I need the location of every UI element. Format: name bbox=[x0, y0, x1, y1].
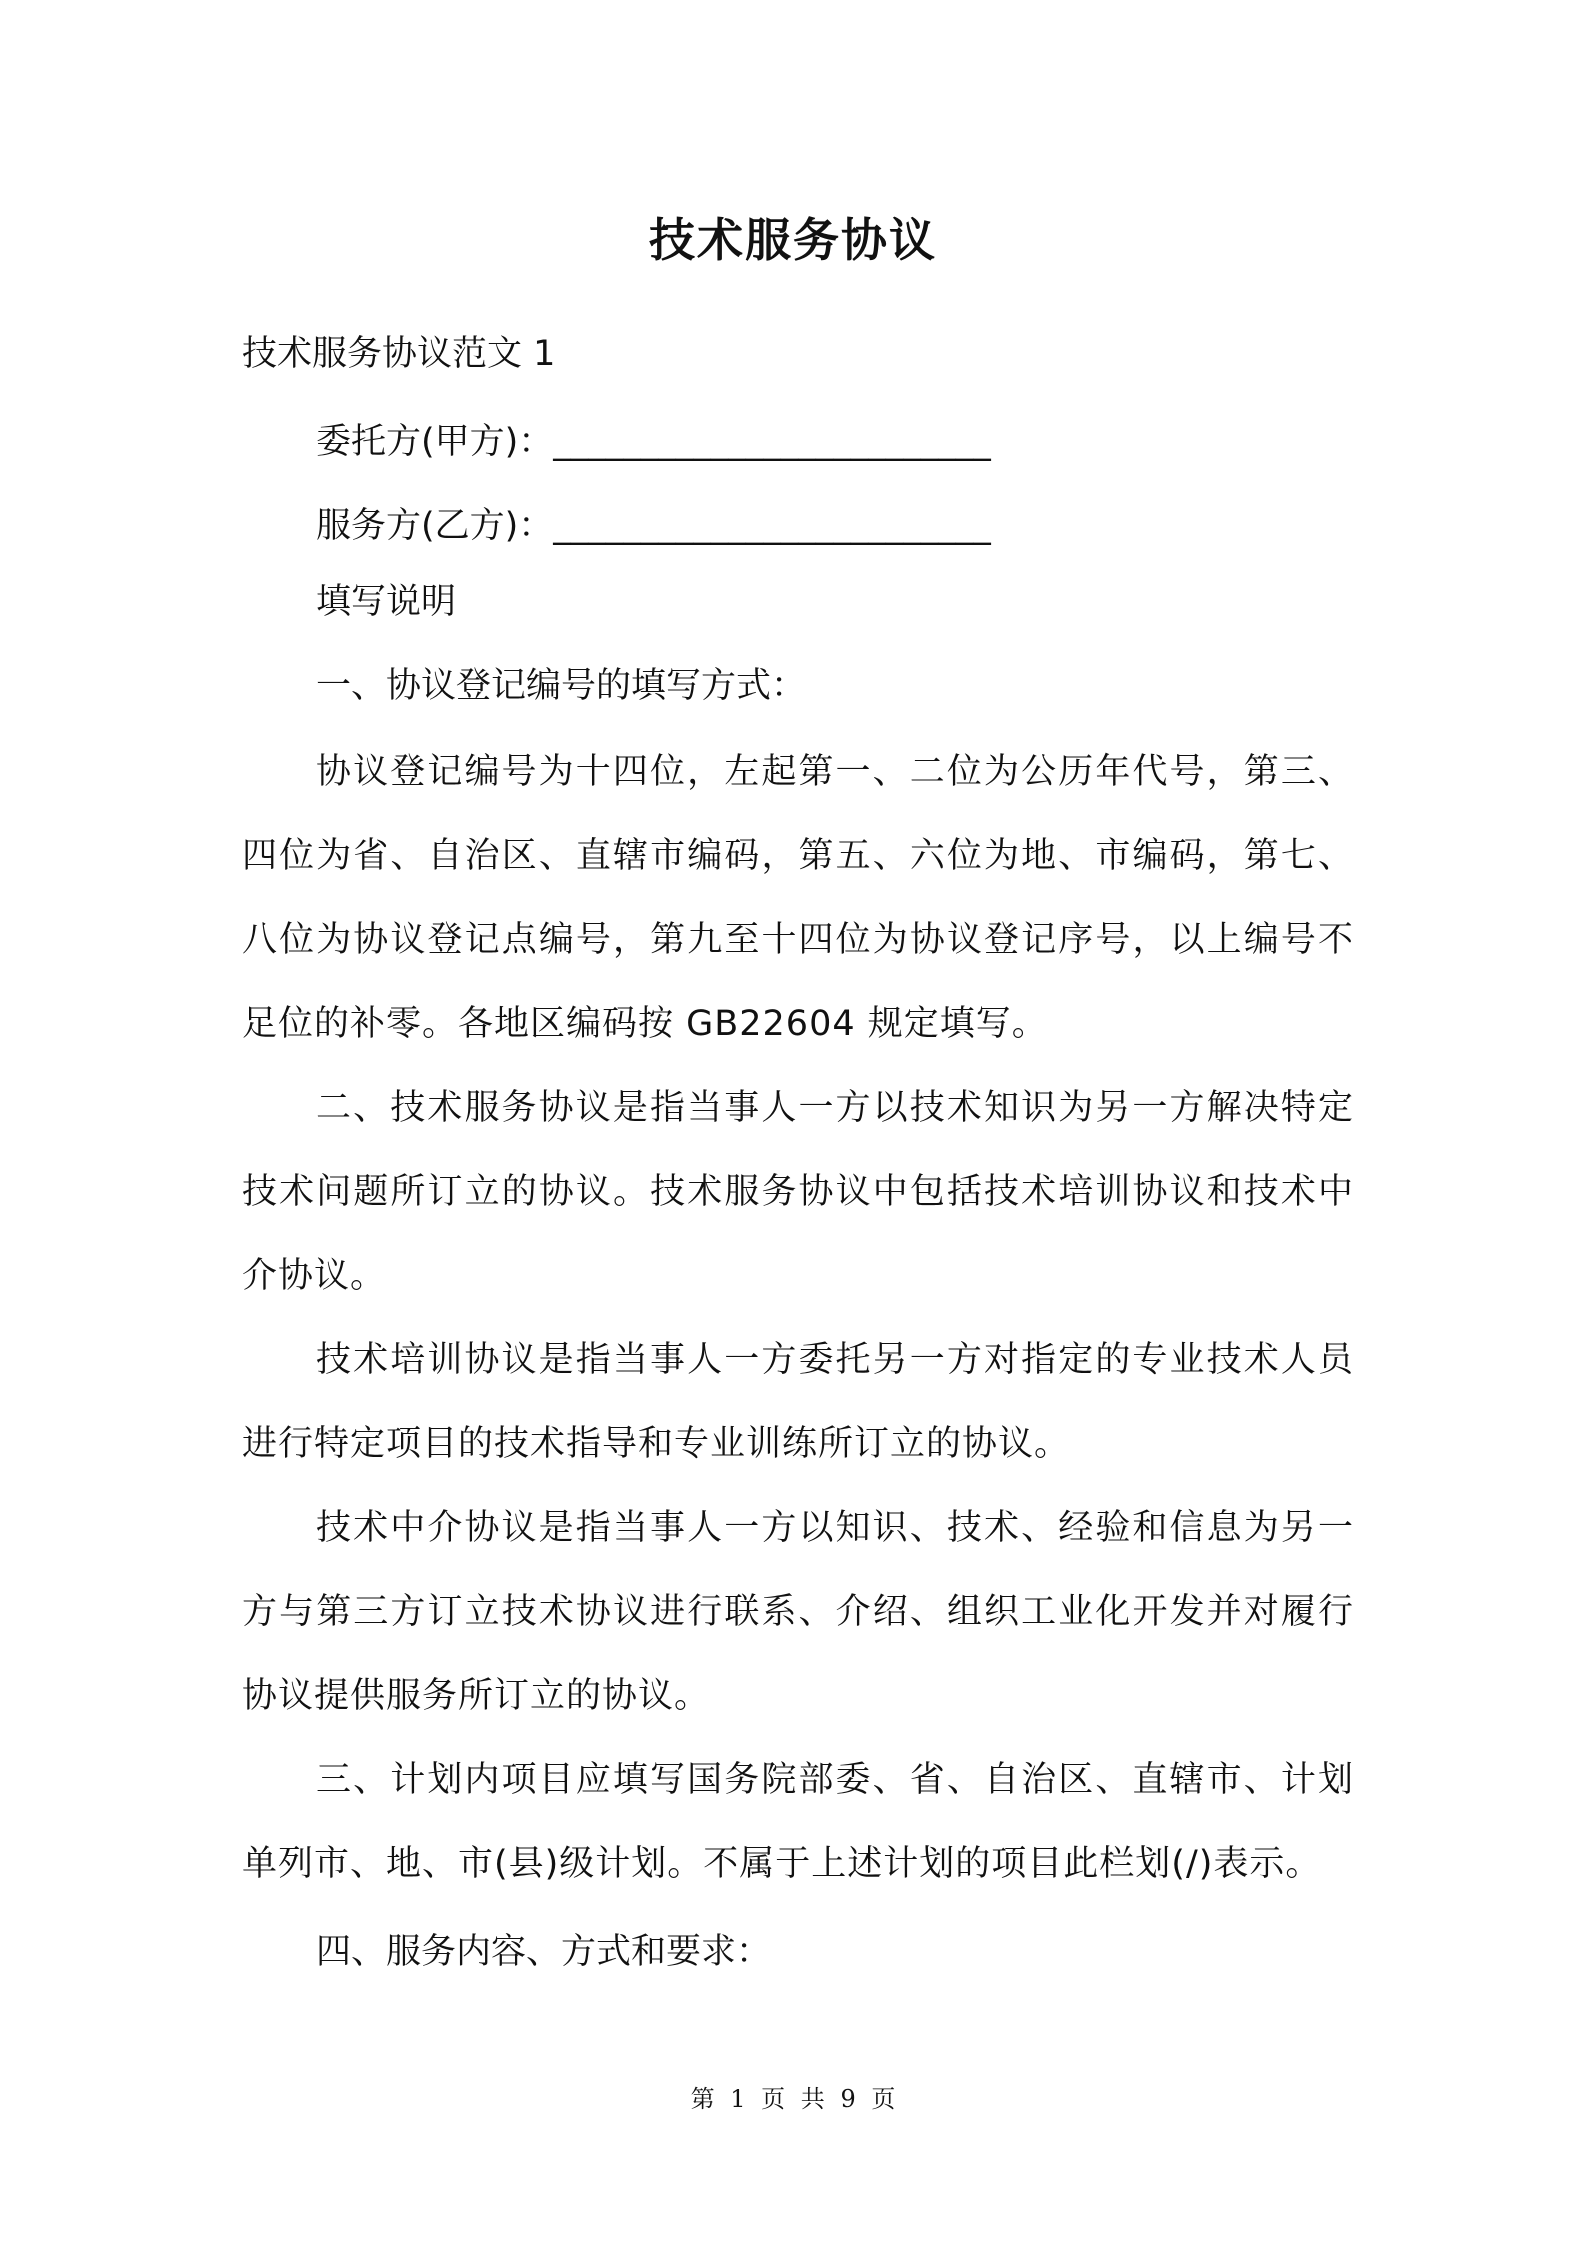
document-title: 技术服务协议 bbox=[649, 213, 937, 267]
provider-party-field: 服务方(乙方)：_________________________ bbox=[316, 506, 991, 546]
client-party-field: 委托方(甲方)：_________________________ bbox=[316, 422, 991, 462]
intermediary-agreement-paragraph: 技术中介协议是指当事人一方以知识、技术、经验和信息为另一方与第三方订立技术协议进行联系、介绍、组织工业化开发并对履行协议提供服务所订立的协议。 bbox=[242, 1508, 1354, 1716]
training-agreement-paragraph: 技术培训协议是指当事人一方委托另一方对指定的专业技术人员进行特定项目的技术指导和专业训练所订立的协议。 bbox=[242, 1340, 1354, 1464]
section3-paragraph: 三、计划内项目应填写国务院部委、省、自治区、直辖市、计划单列市、地、市(县)级计划。不属于上述计划的项目此栏划(/)表示。 bbox=[242, 1760, 1354, 1884]
document-subtitle: 技术服务协议范文 1 bbox=[242, 334, 556, 374]
section2-paragraph: 二、技术服务协议是指当事人一方以技术知识为另一方解决特定技术问题所订立的协议。技术服务协议中包括技术培训协议和技术中介协议。 bbox=[242, 1088, 1354, 1296]
section1-paragraph: 协议登记编号为十四位，左起第一、二位为公历年代号，第三、四位为省、自治区、直辖市编码，第五、六位为地、市编码，第七、八位为协议登记点编号，第九至十四位为协议登记序号，以上编号不足位的补零。各地区编码按 GB22604 规定填写。 bbox=[242, 752, 1354, 1044]
section1-heading: 一、协议登记编号的填写方式： bbox=[316, 666, 807, 706]
instructions-heading: 填写说明 bbox=[316, 582, 457, 622]
section4-heading: 四、服务内容、方式和要求： bbox=[316, 1932, 772, 1972]
page-indicator: 第 1 页 共 9 页 bbox=[690, 2085, 896, 2113]
